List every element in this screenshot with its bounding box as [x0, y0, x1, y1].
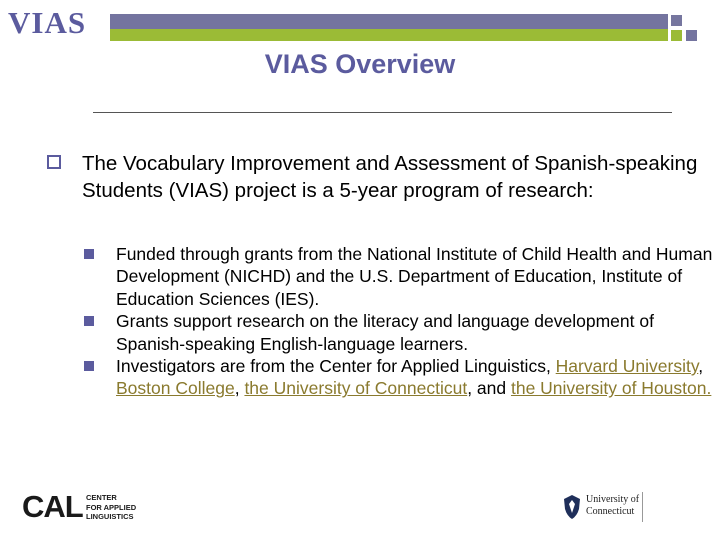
uconn-logo-text — [586, 494, 639, 518]
cal-logo — [22, 490, 152, 524]
header-band-purple — [110, 14, 668, 29]
separator-text: , — [234, 378, 245, 399]
slide-title — [0, 49, 720, 80]
sub-bullet-investigators — [84, 355, 714, 400]
uconn-logo-divider — [642, 492, 643, 522]
header-band-green — [110, 29, 668, 41]
hollow-square-bullet-icon — [47, 155, 61, 169]
header-square-green — [671, 30, 682, 41]
link-harvard[interactable]: Harvard University — [555, 356, 699, 377]
separator-text: , — [698, 356, 704, 377]
cal-logo-line: LINGUISTICS — [86, 512, 134, 521]
sub-bullet-funding — [84, 243, 714, 310]
sub-bullet-research — [84, 310, 714, 355]
title-divider — [93, 112, 672, 113]
square-bullet-icon — [84, 316, 94, 326]
uconn-logo-line: Connecticut — [586, 506, 635, 517]
main-bullet-text: The Vocabulary Improvement and Assessment of Spanish-speaking Students (VIAS) project is a 5-year program of research: — [82, 152, 698, 202]
sub-bullet-text: Investigators are from the Center for Applied Linguistics, — [116, 356, 556, 377]
square-bullet-icon — [84, 361, 94, 371]
vias-logo: VIAS — [8, 5, 87, 40]
sub-bullet-list — [84, 243, 714, 400]
uconn-logo-line: University of — [586, 494, 640, 505]
cal-logo-line: CENTER — [86, 493, 117, 502]
uconn-logo — [556, 490, 666, 524]
cal-logo-line: FOR APPLIED — [86, 502, 137, 512]
cal-logo-letters: CAL — [22, 489, 83, 524]
sub-bullet-text: Grants support research on the literacy and language development of Spanish-speaking English-language learners. — [116, 311, 654, 354]
link-uconn[interactable]: the University of Connecticut — [244, 378, 468, 399]
link-boston-college[interactable]: Boston College — [116, 378, 235, 399]
link-houston[interactable]: the University of Houston. — [510, 378, 712, 399]
cal-logo-subtext — [86, 493, 136, 522]
square-bullet-icon — [84, 249, 94, 259]
main-bullet — [47, 150, 707, 204]
separator-text: , and — [467, 378, 511, 399]
header-square-purple — [671, 15, 682, 26]
sub-bullet-text: Funded through grants from the National Institute of Child Health and Human Development (NICHD) and the U.S. Department of Education, Institute of Education Sciences (IES). — [116, 244, 713, 309]
header-square-purple-2 — [686, 30, 697, 41]
uconn-seal-icon — [562, 494, 582, 520]
slide-title-text: VIAS Overview — [264, 49, 456, 79]
